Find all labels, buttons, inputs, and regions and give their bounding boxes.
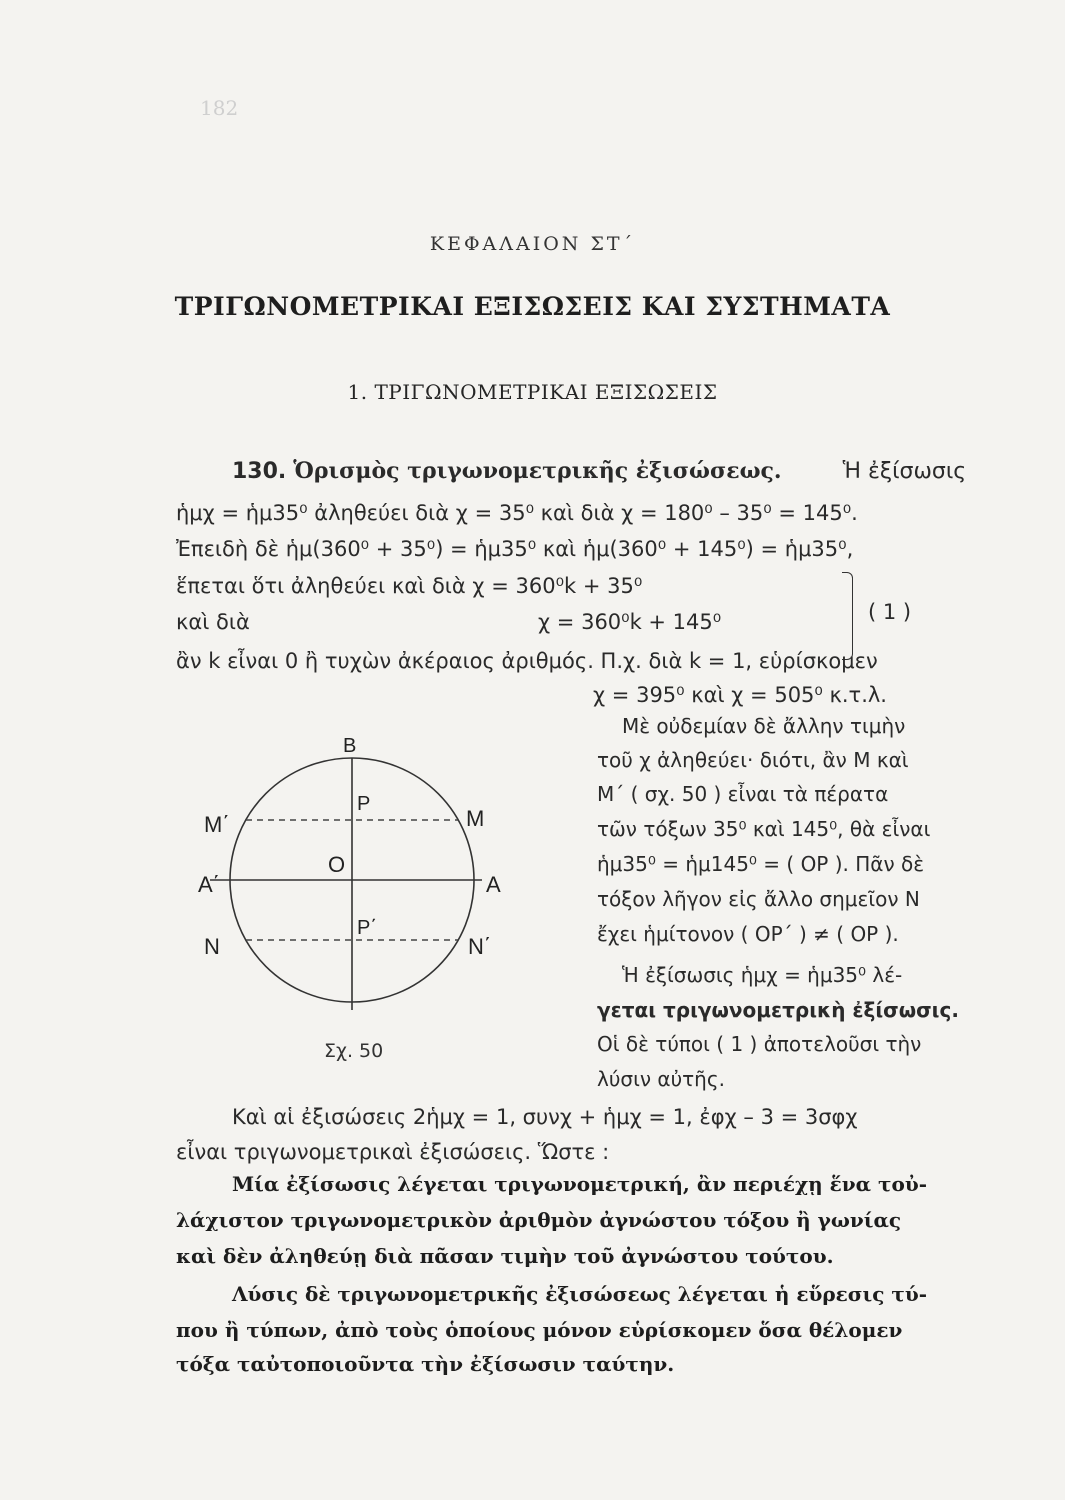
right-column-line: τόξον λῆγον εἰς ἄλλο σημεῖον Ν — [597, 887, 920, 911]
conclusion-line: καὶ δὲν ἀληθεύῃ διὰ πᾶσαν τιμὴν τοῦ ἀγνώστου τούτου. — [176, 1244, 834, 1268]
conclusion-line: Μία ἐξίσωσις λέγεται τριγωνομετρική, ἂν περιέχῃ ἕνα τοὐ- — [232, 1172, 928, 1196]
label-a: A — [486, 872, 501, 897]
conclusion-line: λάχιστον τριγωνομετρικὸν ἀριθμὸν ἀγνώστου τόξου ἢ γωνίας — [176, 1208, 902, 1232]
chapter-heading: ΚΕΦΑΛΑΙΟΝ ΣΤ΄ — [429, 233, 636, 255]
label-a-prime: A΄ — [198, 872, 220, 897]
after-line: Καὶ αἱ ἐξισώσεις 2ἡμχ = 1, συνχ + ἡμχ = 1, ἐφχ – 3 = 3σφχ — [232, 1105, 858, 1129]
paragraph-line: χ = 395⁰ καὶ χ = 505⁰ κ.τ.λ. — [593, 683, 887, 707]
paragraph-line: ἡμχ = ἡμ35⁰ ἀληθεύει διὰ χ = 35⁰ καὶ διὰ χ = 180⁰ – 35⁰ = 145⁰. — [176, 501, 858, 525]
label-m-prime: M΄ — [204, 812, 230, 837]
conclusion-line: τόξα ταὐτοποιοῦντα τὴν ἐξίσωσιν ταύτην. — [176, 1352, 675, 1376]
label-p-prime: P΄ — [357, 917, 377, 939]
page-number: 182 — [200, 96, 239, 120]
paragraph-text: Ἡ ἐξίσωσις — [842, 459, 967, 484]
paragraph-number: 130. — [232, 459, 287, 484]
right-column-line: γεται τριγωνομετρικὴ ἐξίσωσις. — [597, 998, 959, 1022]
label-n: N — [204, 934, 220, 959]
right-column-line: ἡμ35⁰ = ἡμ145⁰ = ( ΟΡ ). Πᾶν δὲ — [597, 852, 925, 876]
paragraph-line: ἕπεται ὅτι ἀληθεύει καὶ διὰ χ = 360⁰k + 35⁰ — [176, 574, 643, 598]
right-column-line: λύσιν αὐτῆς. — [597, 1067, 725, 1091]
figure-unit-circle — [190, 728, 520, 1068]
paragraph-line: ἂν k εἶναι 0 ἢ τυχὼν ἀκέραιος ἀριθμός. Π.χ. διὰ k = 1, εὑρίσκομεν — [176, 649, 878, 673]
right-column-line: Μὲ οὐδεμίαν δὲ ἄλλην τιμὴν — [622, 714, 906, 738]
right-column-line: Ἡ ἐξίσωσις ἡμχ = ἡμ35⁰ λέ- — [622, 963, 903, 987]
after-line: εἶναι τριγωνομετρικαὶ ἐξισώσεις. Ὥστε : — [176, 1140, 610, 1164]
label-m: M — [466, 806, 485, 831]
paragraph-line: χ = 360⁰k + 145⁰ — [538, 610, 722, 634]
paragraph-line: Ἐπειδὴ δὲ ἡμ(360⁰ + 35⁰) = ἡμ35⁰ καὶ ἡμ(360⁰ + 145⁰) = ἡμ35⁰, — [176, 537, 854, 561]
label-p: P — [357, 793, 371, 815]
section-heading: 1. ΤΡΙΓΩΝΟΜΕΤΡΙΚΑΙ ΕΞΙΣΩΣΕΙΣ — [347, 380, 718, 404]
paragraph-heading-line — [232, 458, 966, 484]
paragraph-line: καὶ διὰ — [176, 610, 250, 634]
figure-caption: Σχ. 50 — [324, 1040, 384, 1062]
label-b: B — [343, 735, 357, 757]
conclusion-line: Λύσις δὲ τριγωνομετρικῆς ἐξισώσεως λέγεται ἡ εὕρεσις τύ- — [232, 1282, 928, 1306]
page-title: ΤΡΙΓΩΝΟΜΕΤΡΙΚΑΙ ΕΞΙΣΩΣΕΙΣ ΚΑΙ ΣΥΣΤΗΜΑΤΑ — [174, 292, 891, 321]
right-column-line: ἔχει ἡμίτονον ( ΟΡ΄ ) ≠ ( ΟΡ ). — [597, 922, 899, 946]
system-label: ( 1 ) — [868, 600, 912, 624]
label-o: O — [328, 852, 346, 877]
right-column-line: τοῦ χ ἀληθεύει· διότι, ἂν Μ καὶ — [597, 748, 909, 772]
right-column-line: τῶν τόξων 35⁰ καὶ 145⁰, θὰ εἶναι — [597, 817, 931, 841]
right-column-line: Οἱ δὲ τύποι ( 1 ) ἀποτελοῦσι τὴν — [597, 1032, 922, 1056]
conclusion-line: που ἢ τύπων, ἀπὸ τοὺς ὁποίους μόνον εὑρίσκομεν ὅσα θέλομεν — [176, 1318, 903, 1342]
paragraph-heading: Ὁρισμὸς τριγωνομετρικῆς ἐξισώσεως. — [293, 458, 782, 484]
right-column-line: Μ΄ ( σχ. 50 ) εἶναι τὰ πέρατα — [597, 782, 889, 806]
label-n-prime: N΄ — [468, 934, 492, 959]
system-brace — [842, 572, 853, 660]
